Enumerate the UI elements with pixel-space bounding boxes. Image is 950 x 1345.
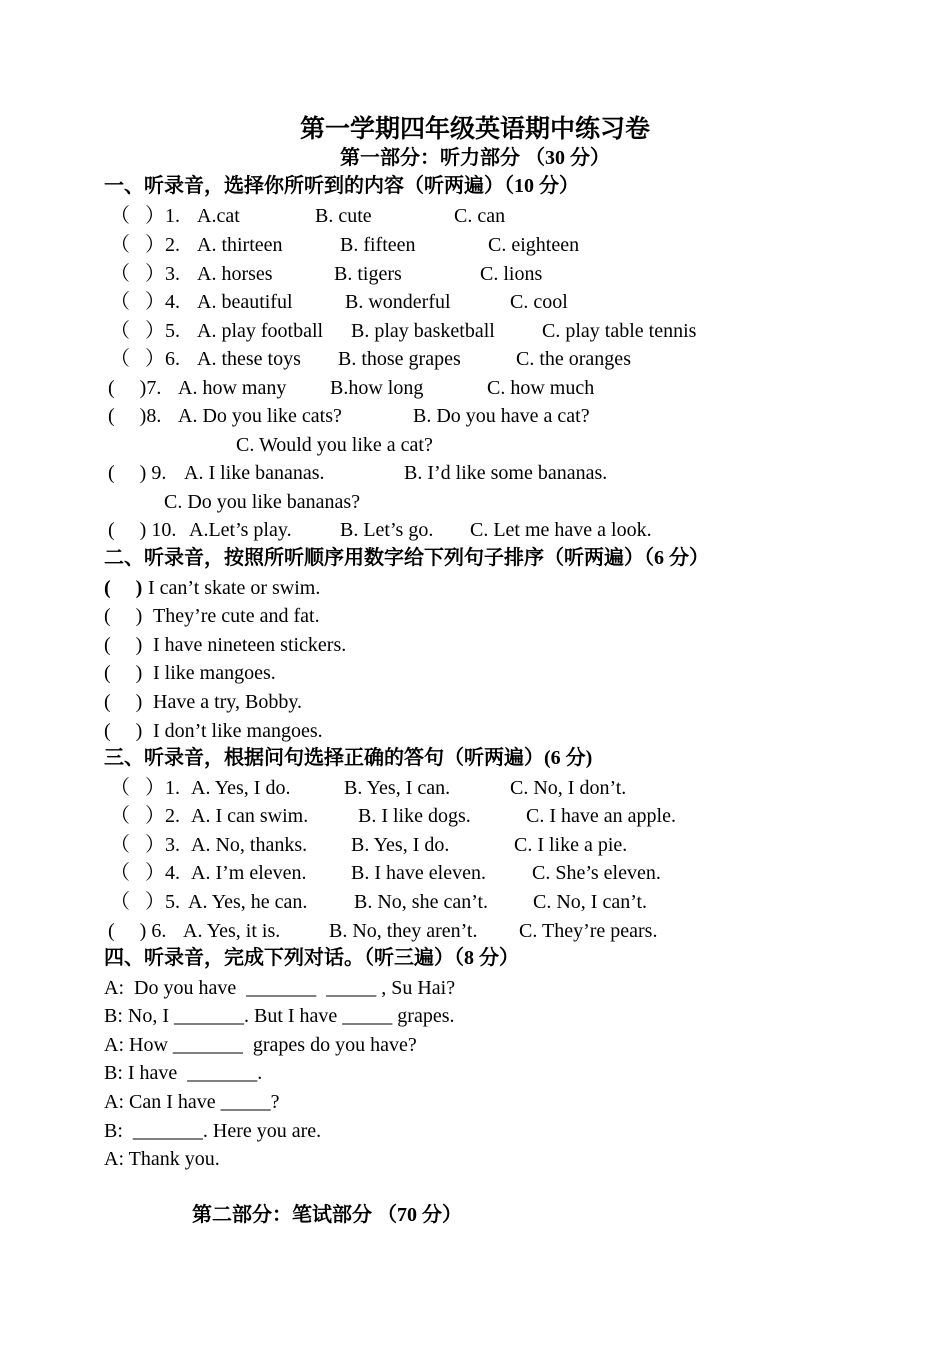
dialogue-line: A: How _______ grapes do you have? <box>104 1034 417 1056</box>
option-c: C. eighteen <box>488 234 580 256</box>
option-b: B. Yes, I can. <box>344 777 451 799</box>
sentence: I don’t like mangoes. <box>153 720 323 742</box>
answer-blank[interactable]: ( ) 9. <box>108 462 167 484</box>
option-c: C. play table tennis <box>542 320 697 342</box>
answer-blank[interactable]: （ ）1. <box>110 205 180 227</box>
option-c: C. Do you like bananas? <box>164 491 361 513</box>
dialogue-line: A: Do you have _______ _____ , Su Hai? <box>104 977 456 999</box>
order-blank[interactable]: ( ) <box>104 634 143 656</box>
answer-blank[interactable]: （ ）5. <box>110 891 180 913</box>
answer-blank[interactable]: （ ）5. <box>110 320 180 342</box>
option-b: B.how long <box>330 377 424 399</box>
answer-blank[interactable]: （ ）1. <box>110 777 180 799</box>
answer-blank[interactable]: ( )8. <box>108 405 162 427</box>
option-c: C. No, I don’t. <box>510 777 627 799</box>
page-title: 第一学期四年级英语期中练习卷 <box>299 116 650 143</box>
section4-heading: 四、听录音，完成下列对话。（听三遍）（8 分） <box>104 947 519 969</box>
option-b: B. I like dogs. <box>358 805 471 827</box>
option-a: A. Yes, he can. <box>188 891 308 913</box>
sentence: They’re cute and fat. <box>153 605 320 627</box>
option-a: A. I can swim. <box>191 805 309 827</box>
option-a: A. I like bananas. <box>184 462 325 484</box>
sentence: I can’t skate or swim. <box>148 577 321 599</box>
option-c: C. can <box>454 205 506 227</box>
option-a: A. horses <box>197 263 273 285</box>
option-a: A. I’m eleven. <box>191 862 307 884</box>
option-b: B. I’d like some bananas. <box>404 462 608 484</box>
option-a: A. beautiful <box>197 291 293 313</box>
answer-blank[interactable]: （ ）4. <box>110 291 180 313</box>
option-a: A. thirteen <box>197 234 283 256</box>
option-c: C. I have an apple. <box>526 805 676 827</box>
option-c: C. They’re pears. <box>519 920 658 942</box>
answer-blank[interactable]: （ ）4. <box>110 862 180 884</box>
section3-heading: 三、听录音，根据问句选择正确的答句（听两遍）(6 分) <box>104 747 593 769</box>
sentence: I have nineteen stickers. <box>153 634 347 656</box>
order-blank[interactable]: ( ) <box>104 720 143 742</box>
sentence: Have a try, Bobby. <box>153 691 303 713</box>
option-b: B. Let’s go. <box>340 519 434 541</box>
part1-heading: 第一部分：听力部分 （30 分） <box>340 147 610 169</box>
option-c: C. She’s eleven. <box>532 862 661 884</box>
answer-blank[interactable]: （ ）3. <box>110 263 180 285</box>
option-a: A. how many <box>178 377 287 399</box>
answer-blank[interactable]: ( ) 10. <box>108 519 177 541</box>
option-c: C. lions <box>480 263 543 285</box>
option-b: B. play basketball <box>351 320 495 342</box>
option-b: B. wonderful <box>345 291 451 313</box>
option-a: A. play football <box>197 320 324 342</box>
option-c: C. Would you like a cat? <box>236 434 433 456</box>
option-a: A. Yes, it is. <box>183 920 281 942</box>
option-a: A. Do you like cats? <box>178 405 342 427</box>
option-b: B. those grapes <box>338 348 461 370</box>
answer-blank[interactable]: （ ）2. <box>110 805 180 827</box>
dialogue-line: B: I have _______. <box>104 1062 263 1084</box>
option-a: A.Let’s play. <box>189 519 292 541</box>
option-c: C. cool <box>510 291 568 313</box>
dialogue-line: B: No, I _______. But I have _____ grapes. <box>104 1005 455 1027</box>
option-c: C. the oranges <box>516 348 631 370</box>
option-c: C. No, I can’t. <box>533 891 648 913</box>
option-a: A. Yes, I do. <box>191 777 291 799</box>
answer-blank[interactable]: （ ）2. <box>110 234 180 256</box>
answer-blank[interactable]: ( ) 6. <box>108 920 167 942</box>
answer-blank[interactable]: （ ）6. <box>110 348 180 370</box>
option-b: B. No, she can’t. <box>354 891 489 913</box>
option-c: C. Let me have a look. <box>470 519 652 541</box>
answer-blank[interactable]: （ ）3. <box>110 834 180 856</box>
option-b: B. Yes, I do. <box>351 834 450 856</box>
option-c: C. I like a pie. <box>514 834 628 856</box>
option-a: A. these toys <box>197 348 301 370</box>
option-b: B. fifteen <box>340 234 416 256</box>
part2-heading: 第二部分：笔试部分 （70 分） <box>192 1204 462 1226</box>
option-a: A. No, thanks. <box>191 834 308 856</box>
option-c: C. how much <box>487 377 595 399</box>
dialogue-line: A: Can I have _____? <box>104 1091 280 1113</box>
option-b: B. I have eleven. <box>351 862 486 884</box>
dialogue-line: A: Thank you. <box>104 1148 220 1170</box>
option-b: B. Do you have a cat? <box>413 405 590 427</box>
option-a: A.cat <box>197 205 240 227</box>
option-b: B. No, they aren’t. <box>329 920 478 942</box>
order-blank[interactable]: ( ) <box>104 605 143 627</box>
section2-heading: 二、听录音，按照所听顺序用数字给下列句子排序（听两遍）（6 分） <box>104 547 709 569</box>
option-b: B. cute <box>315 205 372 227</box>
order-blank[interactable]: ( ) <box>104 691 143 713</box>
section1-heading: 一、听录音，选择你所听到的内容（听两遍）（10 分） <box>104 175 579 197</box>
sentence: I like mangoes. <box>153 662 276 684</box>
order-blank[interactable]: ( ) <box>104 577 143 599</box>
answer-blank[interactable]: ( )7. <box>108 377 162 399</box>
option-b: B. tigers <box>334 263 402 285</box>
order-blank[interactable]: ( ) <box>104 662 143 684</box>
dialogue-line: B: _______. Here you are. <box>104 1120 322 1142</box>
